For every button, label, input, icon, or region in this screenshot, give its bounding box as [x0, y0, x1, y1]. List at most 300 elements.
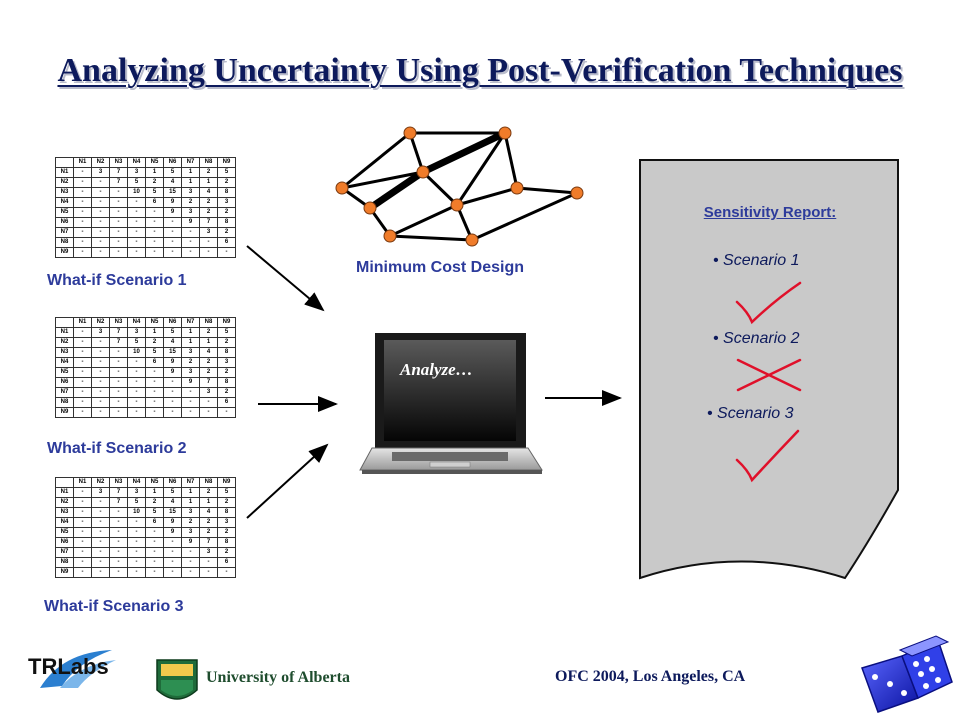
matrix-cell: 2	[200, 518, 218, 528]
matrix-cell: N7	[56, 228, 74, 238]
matrix-cell: 2	[218, 548, 236, 558]
network-link	[390, 236, 472, 240]
matrix-cell: 5	[128, 338, 146, 348]
matrix-cell: -	[164, 558, 182, 568]
matrix-header-cell: N2	[92, 478, 110, 488]
matrix-cell: -	[110, 558, 128, 568]
matrix-cell: -	[128, 408, 146, 418]
matrix-cell: -	[146, 408, 164, 418]
network-link	[423, 172, 457, 205]
matrix-cell: -	[146, 218, 164, 228]
matrix-cell: -	[128, 248, 146, 258]
matrix-cell: -	[128, 518, 146, 528]
matrix-cell: -	[74, 218, 92, 228]
matrix-cell: -	[92, 358, 110, 368]
matrix-cell: -	[128, 548, 146, 558]
matrix-cell: -	[146, 368, 164, 378]
matrix-cell: -	[146, 378, 164, 388]
matrix-cell: -	[92, 238, 110, 248]
matrix-cell: N9	[56, 408, 74, 418]
matrix-cell: 4	[164, 498, 182, 508]
matrix-cell: -	[128, 198, 146, 208]
matrix-cell: N2	[56, 338, 74, 348]
matrix-cell: -	[92, 348, 110, 358]
matrix-cell: 2	[200, 328, 218, 338]
matrix-cell: 9	[182, 218, 200, 228]
matrix-cell: -	[146, 238, 164, 248]
matrix-cell: -	[182, 248, 200, 258]
matrix-cell: 2	[200, 168, 218, 178]
matrix-cell: -	[74, 248, 92, 258]
matrix-cell: 3	[182, 368, 200, 378]
matrix-cell: 5	[218, 328, 236, 338]
matrix-cell: -	[92, 248, 110, 258]
matrix-cell: -	[200, 398, 218, 408]
matrix-cell: 10	[128, 348, 146, 358]
matrix-cell: -	[110, 198, 128, 208]
matrix-cell: 5	[128, 498, 146, 508]
matrix-cell: N7	[56, 388, 74, 398]
matrix-cell: -	[110, 368, 128, 378]
matrix-cell: -	[92, 378, 110, 388]
matrix-cell: 3	[200, 548, 218, 558]
matrix-cell: N9	[56, 248, 74, 258]
report-item-scenario-1: • Scenario 1	[713, 252, 800, 269]
matrix-cell: 6	[146, 198, 164, 208]
matrix-cell: -	[74, 338, 92, 348]
matrix-cell: -	[128, 538, 146, 548]
matrix-header-cell: N8	[200, 318, 218, 328]
matrix-header-cell: N4	[128, 478, 146, 488]
matrix-cell: -	[74, 368, 92, 378]
matrix-cell: -	[92, 508, 110, 518]
matrix-cell: -	[182, 408, 200, 418]
matrix-cell: 5	[218, 168, 236, 178]
matrix-cell: 6	[218, 558, 236, 568]
matrix-cell: 15	[164, 348, 182, 358]
matrix-cell: -	[146, 398, 164, 408]
matrix-cell: -	[74, 498, 92, 508]
matrix-cell: -	[92, 208, 110, 218]
matrix-cell: -	[110, 208, 128, 218]
matrix-cell: -	[200, 408, 218, 418]
matrix-cell: 5	[146, 188, 164, 198]
matrix-cell: N9	[56, 568, 74, 578]
matrix-cell: 2	[218, 368, 236, 378]
matrix-header-cell: N4	[128, 318, 146, 328]
matrix-cell: 2	[218, 208, 236, 218]
matrix-cell: 9	[164, 518, 182, 528]
matrix-cell: -	[92, 408, 110, 418]
matrix-header-cell: N6	[164, 318, 182, 328]
trlabs-logo-label: TRLabs	[28, 654, 109, 679]
matrix-cell: N8	[56, 238, 74, 248]
matrix-cell: N5	[56, 208, 74, 218]
matrix-cell: -	[164, 388, 182, 398]
matrix-cell: -	[182, 548, 200, 558]
matrix-cell: 2	[218, 228, 236, 238]
matrix-cell: 1	[182, 338, 200, 348]
matrix-cell: -	[74, 398, 92, 408]
matrix-cell: 1	[146, 328, 164, 338]
matrix-header-cell: N2	[92, 318, 110, 328]
matrix-cell: 3	[182, 188, 200, 198]
matrix-cell: -	[74, 378, 92, 388]
matrix-header-cell: N2	[92, 158, 110, 168]
matrix-cell: -	[74, 328, 92, 338]
matrix-cell: -	[200, 558, 218, 568]
matrix-header-cell: N8	[200, 158, 218, 168]
matrix-cell: -	[164, 398, 182, 408]
matrix-header-cell: N1	[74, 478, 92, 488]
matrix-cell: -	[218, 568, 236, 578]
matrix-cell: -	[92, 558, 110, 568]
matrix-cell: 1	[182, 488, 200, 498]
matrix-cell: 7	[110, 168, 128, 178]
matrix-cell: -	[92, 338, 110, 348]
matrix-cell: -	[92, 528, 110, 538]
matrix-cell: 2	[200, 368, 218, 378]
matrix-cell: -	[92, 538, 110, 548]
university-crest-icon	[157, 660, 197, 699]
matrix-cell: 9	[164, 208, 182, 218]
matrix-cell: -	[74, 568, 92, 578]
matrix-cell: -	[74, 518, 92, 528]
matrix-cell: 6	[146, 358, 164, 368]
matrix-cell: -	[146, 568, 164, 578]
matrix-cell: -	[110, 388, 128, 398]
matrix-cell: 1	[182, 498, 200, 508]
footer-conference: OFC 2004, Los Angeles, CA	[555, 668, 746, 685]
matrix-cell: -	[110, 348, 128, 358]
matrix-cell: -	[164, 378, 182, 388]
matrix-cell: -	[110, 188, 128, 198]
matrix-cell: 6	[218, 238, 236, 248]
matrix-cell: -	[146, 548, 164, 558]
matrix-cell: -	[128, 358, 146, 368]
matrix-cell: -	[74, 408, 92, 418]
matrix-cell: 4	[200, 508, 218, 518]
matrix-cell: N1	[56, 328, 74, 338]
matrix-header-cell: N3	[110, 158, 128, 168]
matrix-cell: 2	[218, 338, 236, 348]
matrix-cell: -	[128, 568, 146, 578]
matrix-cell: -	[146, 558, 164, 568]
matrix-header-cell: N1	[74, 318, 92, 328]
network-node	[451, 199, 463, 211]
matrix-cell: -	[74, 528, 92, 538]
matrix-cell: -	[164, 228, 182, 238]
network-link	[505, 133, 517, 188]
matrix-cell: -	[74, 358, 92, 368]
matrix-cell: -	[164, 238, 182, 248]
report-item-scenario-2: • Scenario 2	[713, 330, 800, 347]
matrix-cell: 3	[218, 198, 236, 208]
report-heading: Sensitivity Report:	[703, 204, 837, 221]
matrix-cell: -	[110, 568, 128, 578]
network-node	[466, 234, 478, 246]
matrix-cell: N8	[56, 558, 74, 568]
matrix-cell: N1	[56, 168, 74, 178]
network-link	[390, 205, 457, 236]
matrix-cell: 2	[200, 528, 218, 538]
matrix-cell: 9	[164, 368, 182, 378]
matrix-cell: 2	[218, 388, 236, 398]
matrix-cell: 9	[164, 198, 182, 208]
network-node	[511, 182, 523, 194]
network-node	[417, 166, 429, 178]
matrix-cell: N1	[56, 488, 74, 498]
matrix-cell: -	[74, 198, 92, 208]
matrix-cell: 2	[218, 528, 236, 538]
matrix-header-cell: N5	[146, 158, 164, 168]
matrix-cell: -	[182, 238, 200, 248]
matrix-cell: -	[128, 218, 146, 228]
matrix-cell: 7	[200, 378, 218, 388]
matrix-cell: -	[110, 248, 128, 258]
slide-title: Analyzing Uncertainty Using Post-Verification Techniques	[57, 52, 903, 89]
matrix-cell: -	[164, 538, 182, 548]
matrix-cell: -	[146, 528, 164, 538]
matrix-cell: -	[182, 388, 200, 398]
matrix-cell: 7	[200, 218, 218, 228]
network-node	[364, 202, 376, 214]
matrix-cell: 2	[182, 358, 200, 368]
matrix-cell: -	[110, 358, 128, 368]
matrix-cell: 2	[218, 178, 236, 188]
matrix-cell: -	[146, 228, 164, 238]
matrix-cell: -	[146, 208, 164, 218]
matrix-cell: 2	[182, 198, 200, 208]
network-node	[336, 182, 348, 194]
matrix-cell: -	[110, 228, 128, 238]
matrix-cell: 3	[92, 168, 110, 178]
matrix-header-cell: N9	[218, 318, 236, 328]
matrix-cell: -	[164, 248, 182, 258]
matrix-cell: 2	[218, 498, 236, 508]
matrix-cell: 8	[218, 188, 236, 198]
matrix-cell: -	[128, 378, 146, 388]
matrix-cell: -	[164, 408, 182, 418]
matrix-cell: -	[110, 538, 128, 548]
matrix-cell: N6	[56, 378, 74, 388]
matrix-cell: 3	[200, 388, 218, 398]
matrix-cell: -	[74, 488, 92, 498]
matrix-cell: N4	[56, 518, 74, 528]
network-label: Minimum Cost Design	[355, 259, 524, 276]
matrix-cell: -	[74, 548, 92, 558]
matrix-cell: 3	[182, 208, 200, 218]
matrix-cell: 5	[164, 168, 182, 178]
matrix-cell: -	[92, 188, 110, 198]
matrix-cell: 2	[200, 198, 218, 208]
matrix-cell: 5	[164, 328, 182, 338]
matrix-cell: -	[110, 218, 128, 228]
matrix-cell: N3	[56, 348, 74, 358]
matrix-cell: 3	[218, 518, 236, 528]
matrix-cell: -	[218, 408, 236, 418]
scenario-2-label: What-if Scenario 2	[47, 440, 187, 457]
matrix-cell: 15	[164, 188, 182, 198]
matrix-cell: -	[182, 558, 200, 568]
matrix-cell: -	[110, 528, 128, 538]
matrix-cell: 7	[110, 498, 128, 508]
matrix-cell: 2	[182, 518, 200, 528]
matrix-cell: -	[200, 238, 218, 248]
matrix-cell: 1	[182, 178, 200, 188]
network-node	[499, 127, 511, 139]
matrix-cell: 2	[200, 488, 218, 498]
matrix-cell: 10	[128, 508, 146, 518]
matrix-cell: 7	[110, 178, 128, 188]
matrix-cell: 3	[92, 328, 110, 338]
matrix-cell: 3	[182, 348, 200, 358]
laptop-icon	[360, 333, 542, 474]
matrix-cell: 8	[218, 538, 236, 548]
matrix-cell: N4	[56, 358, 74, 368]
matrix-cell: -	[92, 218, 110, 228]
matrix-cell: -	[164, 548, 182, 558]
matrix-header-cell: N5	[146, 318, 164, 328]
matrix-header-cell: N9	[218, 478, 236, 488]
matrix-cell: -	[92, 388, 110, 398]
matrix-cell: -	[74, 188, 92, 198]
matrix-cell: 8	[218, 348, 236, 358]
matrix-cell: N5	[56, 368, 74, 378]
matrix-cell: 2	[200, 358, 218, 368]
matrix-cell: -	[92, 498, 110, 508]
matrix-cell: 6	[218, 398, 236, 408]
matrix-cell: 7	[200, 538, 218, 548]
matrix-cell: N7	[56, 548, 74, 558]
matrix-cell: -	[74, 558, 92, 568]
matrix-cell: 3	[218, 358, 236, 368]
matrix-cell: N6	[56, 538, 74, 548]
matrix-cell: 1	[182, 328, 200, 338]
matrix-cell: N2	[56, 498, 74, 508]
matrix-header-cell: N9	[218, 158, 236, 168]
matrix-cell: -	[200, 248, 218, 258]
matrix-cell: -	[128, 388, 146, 398]
matrix-cell: -	[146, 248, 164, 258]
university-logo-text: University of Alberta	[206, 669, 350, 686]
matrix-cell: 2	[146, 178, 164, 188]
matrix-cell: N5	[56, 528, 74, 538]
matrix-cell: 9	[164, 528, 182, 538]
matrix-cell: -	[74, 178, 92, 188]
matrix-cell: N2	[56, 178, 74, 188]
matrix-cell: -	[74, 208, 92, 218]
network-graph	[336, 127, 583, 246]
matrix-cell: 4	[164, 338, 182, 348]
scenario-3-label: What-if Scenario 3	[44, 598, 184, 615]
report-item-label: Scenario 3	[717, 405, 794, 422]
matrix-cell: 4	[200, 348, 218, 358]
matrix-cell: 5	[128, 178, 146, 188]
matrix-header-cell: N6	[164, 478, 182, 488]
matrix-cell: -	[128, 558, 146, 568]
matrix-cell: 3	[128, 168, 146, 178]
matrix-header-cell: N4	[128, 158, 146, 168]
report-item-scenario-3: • Scenario 3	[707, 405, 794, 422]
matrix-cell: 7	[110, 338, 128, 348]
matrix-cell: -	[92, 398, 110, 408]
matrix-cell: -	[128, 228, 146, 238]
matrix-cell: -	[110, 548, 128, 558]
matrix-cell: -	[128, 528, 146, 538]
matrix-cell: -	[74, 538, 92, 548]
matrix-cell: -	[92, 178, 110, 188]
matrix-cell: -	[146, 538, 164, 548]
matrix-cell: -	[164, 218, 182, 228]
matrix-cell: 1	[200, 498, 218, 508]
matrix-cell: -	[74, 168, 92, 178]
matrix-cell: 1	[146, 168, 164, 178]
matrix-cell: -	[74, 388, 92, 398]
matrix-cell: -	[110, 238, 128, 248]
matrix-cell: 15	[164, 508, 182, 518]
matrix-cell: -	[128, 368, 146, 378]
matrix-cell: -	[164, 568, 182, 578]
matrix-cell: -	[110, 508, 128, 518]
matrix-cell: 7	[110, 328, 128, 338]
matrix-cell: N8	[56, 398, 74, 408]
matrix-cell: 5	[146, 508, 164, 518]
laptop-screen-text: Analyze…	[400, 360, 473, 379]
matrix-cell: 4	[200, 188, 218, 198]
matrix-cell: 3	[128, 328, 146, 338]
network-node	[571, 187, 583, 199]
matrix-cell: -	[128, 238, 146, 248]
matrix-header-cell: N8	[200, 478, 218, 488]
matrix-cell: -	[74, 348, 92, 358]
network-link	[342, 133, 410, 188]
network-node	[384, 230, 396, 242]
matrix-cell: N4	[56, 198, 74, 208]
matrix-cell: 3	[92, 488, 110, 498]
matrix-cell: N3	[56, 508, 74, 518]
matrix-cell: -	[74, 228, 92, 238]
matrix-cell: -	[92, 518, 110, 528]
matrix-cell: -	[74, 508, 92, 518]
matrix-cell: -	[92, 368, 110, 378]
matrix-cell: 1	[200, 338, 218, 348]
matrix-cell: -	[92, 198, 110, 208]
matrix-cell: -	[128, 398, 146, 408]
matrix-cell: 3	[182, 508, 200, 518]
matrix-cell: 1	[200, 178, 218, 188]
matrix-cell: -	[92, 228, 110, 238]
matrix-cell: 3	[128, 488, 146, 498]
matrix-cell: -	[182, 568, 200, 578]
matrix-cell: -	[92, 568, 110, 578]
matrix-cell: -	[92, 548, 110, 558]
matrix-cell: N6	[56, 218, 74, 228]
scenario-1-label: What-if Scenario 1	[47, 272, 187, 289]
matrix-cell: -	[110, 378, 128, 388]
arrow-scenario-1	[247, 246, 323, 310]
matrix-cell: 5	[164, 488, 182, 498]
matrix-cell: N3	[56, 188, 74, 198]
matrix-cell: 6	[146, 518, 164, 528]
matrix-cell: 9	[182, 538, 200, 548]
matrix-cell: 9	[182, 378, 200, 388]
matrix-cell: 2	[200, 208, 218, 218]
matrix-cell: 5	[218, 488, 236, 498]
report-item-label: Scenario 1	[723, 252, 800, 269]
matrix-header-cell: N1	[74, 158, 92, 168]
network-link	[472, 193, 577, 240]
